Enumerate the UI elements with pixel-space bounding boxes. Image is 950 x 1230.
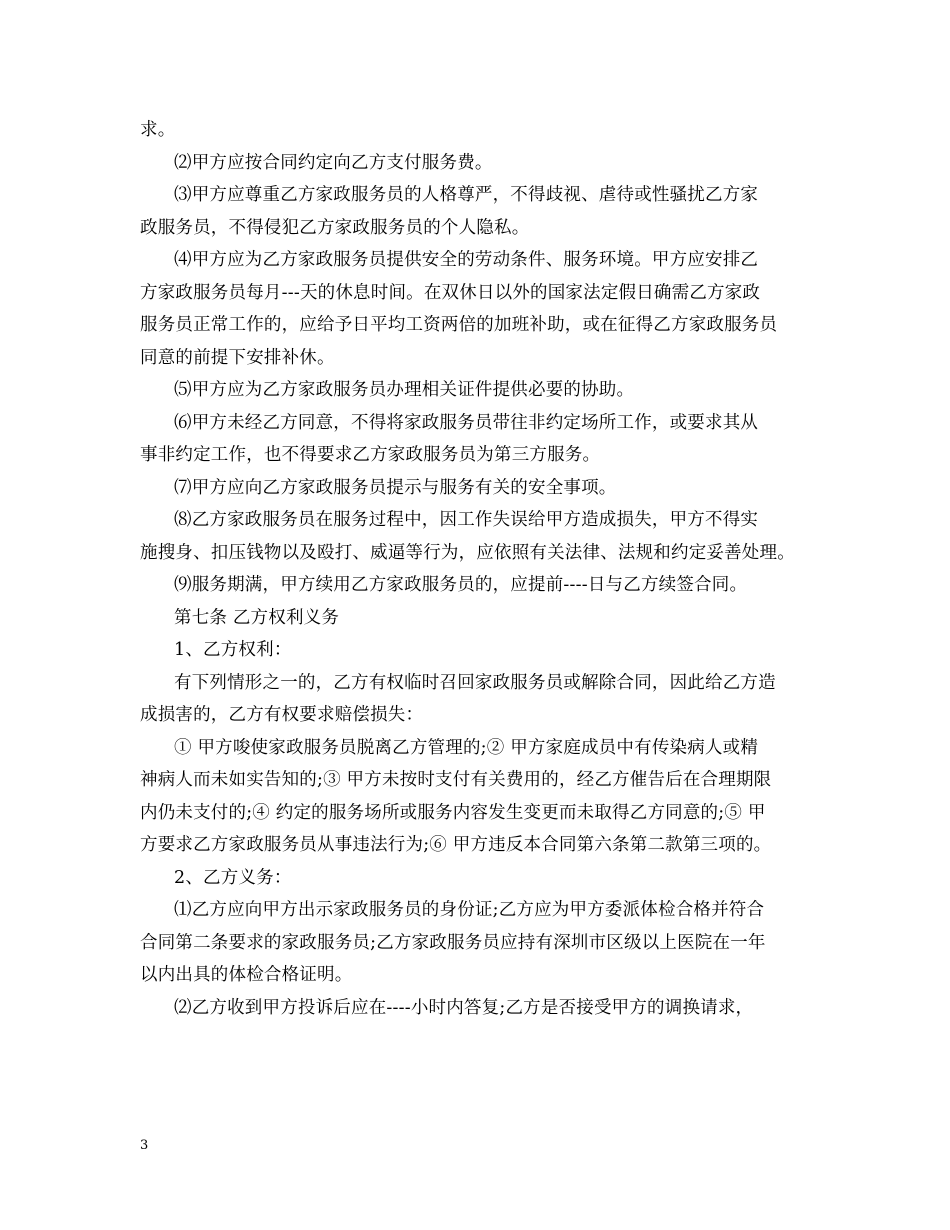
clause-line: ⑶甲方应尊重乙方家政服务员的人格尊严，不得歧视、虐待或性骚扰乙方家 bbox=[174, 185, 759, 205]
page-number: 3 bbox=[140, 1138, 149, 1153]
section-heading: 2、乙方义务： bbox=[174, 867, 292, 888]
text-line: 服务员正常工作的，应给予日平均工资两倍的加班补助，或在征得乙方家政服务员 bbox=[140, 315, 778, 335]
clause-line: ⑵乙方收到甲方投诉后应在----小时内答复;乙方是否接受甲方的调换请求， bbox=[174, 997, 754, 1018]
text-line: 事非约定工作，也不得要求乙方家政服务员为第三方服务。 bbox=[140, 445, 601, 465]
clause-line: ① 甲方唆使家政服务员脱离乙方管理的;② 甲方家庭成员中有传染病人或精 bbox=[174, 737, 759, 758]
article-heading: 第七条 乙方权利义务 bbox=[174, 607, 340, 628]
clause-line: ⑺甲方应向乙方家政服务员提示与服务有关的安全事项。 bbox=[174, 477, 617, 498]
text-line: 同意的前提下安排补休。 bbox=[140, 347, 335, 368]
clause-line: ⑷甲方应为乙方家政服务员提供安全的劳动条件、服务环境。甲方应安排乙 bbox=[174, 250, 759, 270]
text-line: 合同第二条要求的家政服务员;乙方家政服务员应持有深圳市区级以上医院在一年 bbox=[140, 932, 766, 953]
clause-line: ⑵甲方应按合同约定向乙方支付服务费。 bbox=[174, 152, 493, 173]
clause-line: ⑼服务期满，甲方续用乙方家政服务员的，应提前----日与乙方续签合同。 bbox=[174, 575, 748, 595]
clause-line: ⑴乙方应向甲方出示家政服务员的身份证;乙方应为甲方委派体检合格并符合 bbox=[174, 900, 765, 920]
text-line: 神病人而未如实告知的;③ 甲方未按时支付有关费用的，经乙方催告后在合理期限 bbox=[140, 770, 772, 790]
clause-line: ⑸甲方应为乙方家政服务员办理相关证件提供必要的协助。 bbox=[174, 380, 635, 400]
contract-body-text bbox=[140, 114, 815, 1024]
text-line: 方家政服务员每月---天的休息时间。在双休日以外的国家法定假日确需乙方家政 bbox=[140, 282, 761, 303]
section-heading: 1、乙方权利： bbox=[174, 640, 292, 660]
text-line: 施搜身、扣压钱物以及殴打、威逼等行为，应依照有关法律、法规和约定妥善处理。 bbox=[140, 542, 795, 563]
text-line: 内仍未支付的;④ 约定的服务场所或服务内容发生变更而未取得乙方同意的;⑤ 甲 bbox=[140, 802, 766, 823]
text-line: 成损害的，乙方有权要求赔偿损失： bbox=[140, 705, 424, 725]
clause-line: ⑹甲方未经乙方同意，不得将家政服务员带往非约定场所工作，或要求其从 bbox=[174, 412, 759, 433]
text-line: 方要求乙方家政服务员从事违法行为;⑥ 甲方违反本合同第六条第二款第三项的。 bbox=[140, 835, 772, 855]
text-line: 求。 bbox=[140, 120, 176, 140]
text-line: 政服务员，不得侵犯乙方家政服务员的个人隐私。 bbox=[140, 217, 530, 238]
text-line: 以内出具的体检合格证明。 bbox=[140, 965, 353, 985]
clause-line: 有下列情形之一的，乙方有权临时召回家政服务员或解除合同，因此给乙方造 bbox=[174, 672, 776, 693]
clause-line: ⑻乙方家政服务员在服务过程中，因工作失误给甲方造成损失，甲方不得实 bbox=[174, 510, 759, 530]
